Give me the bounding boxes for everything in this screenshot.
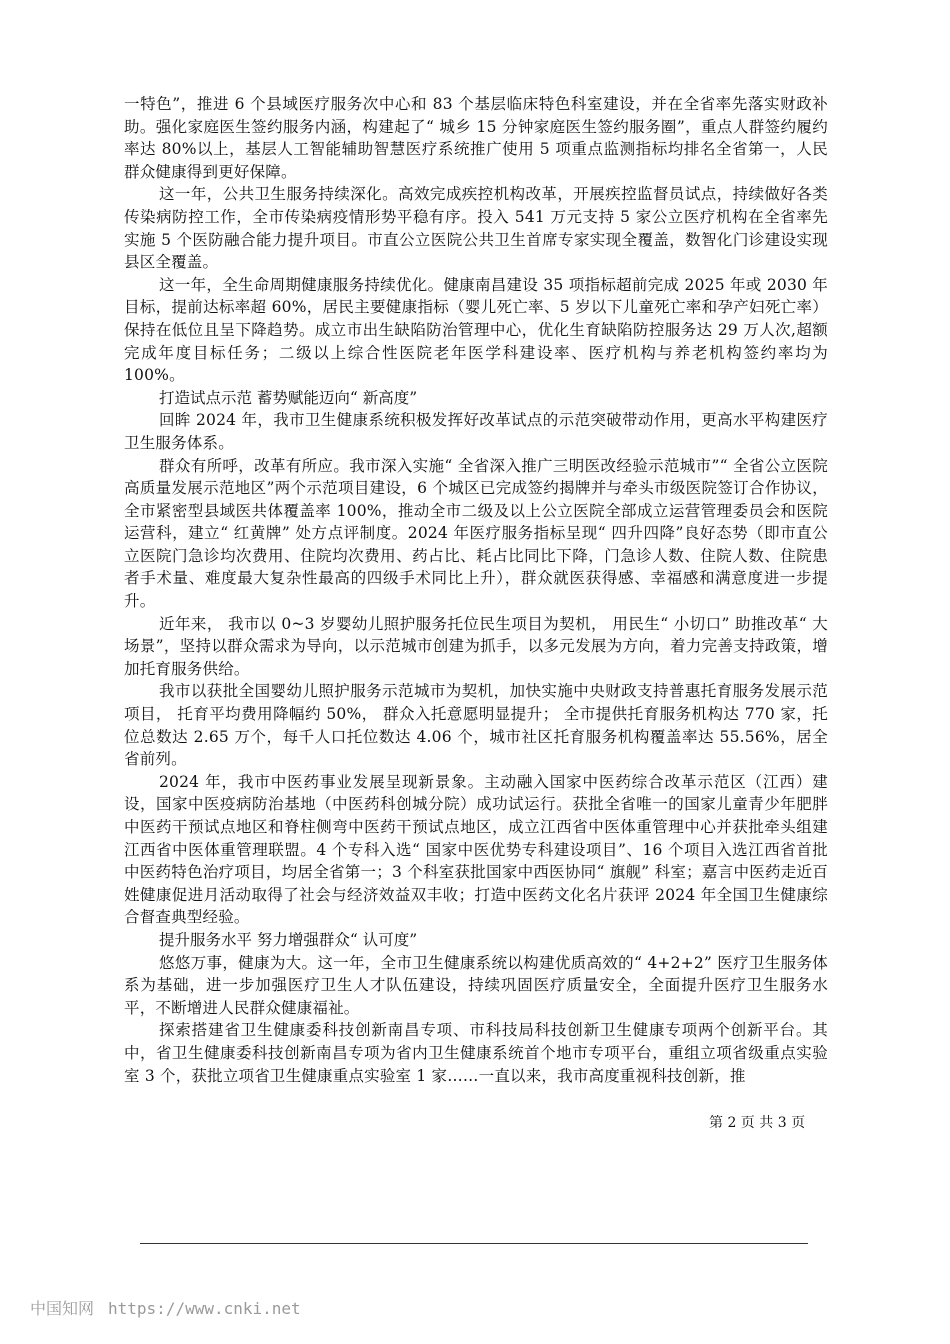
paragraph-3: 这一年，全生命周期健康服务持续优化。健康南昌建设 35 项指标超前完成 2025 年或 2030 年目标，提前达标率超 60%，居民主要健康指标（婴儿死亡率、5 岁以下儿童死亡率和孕产妇死亡率）保持在低位且呈下降趋势。成立市出生缺陷防治管理中心，优化生育缺陷防控服务达 29 万人次,超额完成年度目标任务；二级以上综合性医院老年医学科建设率、医疗机构与养老机构签约率均为 100%。 [124,275,828,385]
paragraph-8: 2024 年，我市中医药事业发展呈现新景象。主动融入国家中医药综合改革示范区（江西）建设，国家中医疫病防治基地（中医药科创城分院）成功试运行。获批全省唯一的国家儿童青少年肥胖中医药干预试点地区和脊柱侧弯中医药干预试点地区，成立江西省中医体重管理中心并获批牵头组建江西省中医体重管理联盟。4 个专科入选“ 国家中医优势专科建设项目”、16 个项目入选江西省首批中医药特色治疗项目，均居全省第一；3 个科室获批国家中西医协同“ 旗舰” 科室；嘉言中医药走近百姓健康促进月活动取得了社会与经济效益双丰收；打造中医药文化名片获评 2024 年全国卫生健康综合督查典型经验。 [124,772,829,927]
paragraph-4: 回眸 2024 年，我市卫生健康系统积极发挥好改革试点的示范突破带动作用，更高水平构建医疗卫生服务体系。 [124,411,828,452]
paragraph-5: 群众有所呼，改革有所应。我市深入实施“ 全省深入推广三明医改经验示范城市”“ 全省公立医院高质量发展示范地区”两个示范项目建设，6 个城区已完成签约揭牌并与牵头市级医院签订合作协议，全市紧密型县域医共体覆盖率 100%，推动全市二级及以上公立医院全部成立运营管理委员会和医院运营科，建立“ 红黄牌” 处方点评制度。2024 年医疗服务指标呈现“ 四升四降”良好态势（即市直公立医院门急诊均次费用、住院均次费用、药占比、耗占比同比下降，门急诊人数、住院人数、住院患者手术量、难度最大复杂性最高的四级手术同比上升），群众就医获得感、幸福感和满意度进一步提升。 [124,456,828,611]
paragraph-10: 探索搭建省卫生健康委科技创新南昌专项、市科技局科技创新卫生健康专项两个创新平台。其中，省卫生健康委科技创新南昌专项为省内卫生健康系统首个地市专项平台，重组立项省级重点实验室 3 个，获批立项省卫生健康重点实验室 1 家……一直以来，我市高度重视科技创新，推 [124,1021,828,1085]
watermark-logo-text: 中国知网 [30,1299,95,1318]
paragraph-6: 近年来， 我市以 0~3 岁婴幼儿照护服务托位民生项目为契机， 用民生“ 小切口” 助推改革“ 大场景”，坚持以群众需求为导向，以示范城市创建为抓手，以多元发展为方向，着力完善支持政策，增加托育服务供给。 [124,614,828,678]
paragraph-1: 一特色”，推进 6 个县域医疗服务次中心和 83 个基层临床特色科室建设，并在全省率先落实财政补助。强化家庭医生签约服务内涵，构建起了“ 城乡 15 分钟家庭医生签约服务圈”，重点人群签约履约率达 80%以上，基层人工智能辅助智慧医疗系统推广使用 5 项重点监测指标均排名全省第一，人民群众健康得到更好保障。 [124,95,828,181]
article-body [124,93,828,1087]
section-heading-1: 打造试点示范 蓄势赋能迈向“ 新高度” [159,388,418,407]
cnki-watermark [30,1296,301,1319]
page-number: 第 2 页 共 3 页 [709,1115,806,1131]
paragraph-9: 悠悠万事，健康为大。这一年，全市卫生健康系统以构建优质高效的“ 4+2+2” 医疗卫生服务体系为基础，进一步加强医疗卫生人才队伍建设，持续巩固医疗质量安全，全面提升医疗卫生服务水平，不断增进人民群众健康福祉。 [124,953,828,1017]
footer-divider [140,1243,808,1244]
watermark-url[interactable]: https://www.cnki.net [108,1299,301,1318]
paragraph-7: 我市以获批全国婴幼儿照护服务示范城市为契机，加快实施中央财政支持普惠托育服务发展示范项目， 托育平均费用降幅约 50%， 群众入托意愿明显提升； 全市提供托育服务机构达 770 家，托位总数达 2.65 万个，每千人口托位数达 4.06 个，城市社区托育服务机构覆盖率达 55.56%，居全省前列。 [124,682,828,769]
paragraph-2: 这一年，公共卫生服务持续深化。高效完成疾控机构改革，开展疾控监督员试点，持续做好各类传染病防控工作，全市传染病疫情形势平稳有序。投入 541 万元支持 5 家公立医疗机构在全省率先实施 5 个医防融合能力提升项目。市直公立医院公共卫生首席专家实现全覆盖，数智化门诊建设实现县区全覆盖。 [124,185,828,272]
section-heading-2: 提升服务水平 努力增强群众“ 认可度” [159,930,418,949]
